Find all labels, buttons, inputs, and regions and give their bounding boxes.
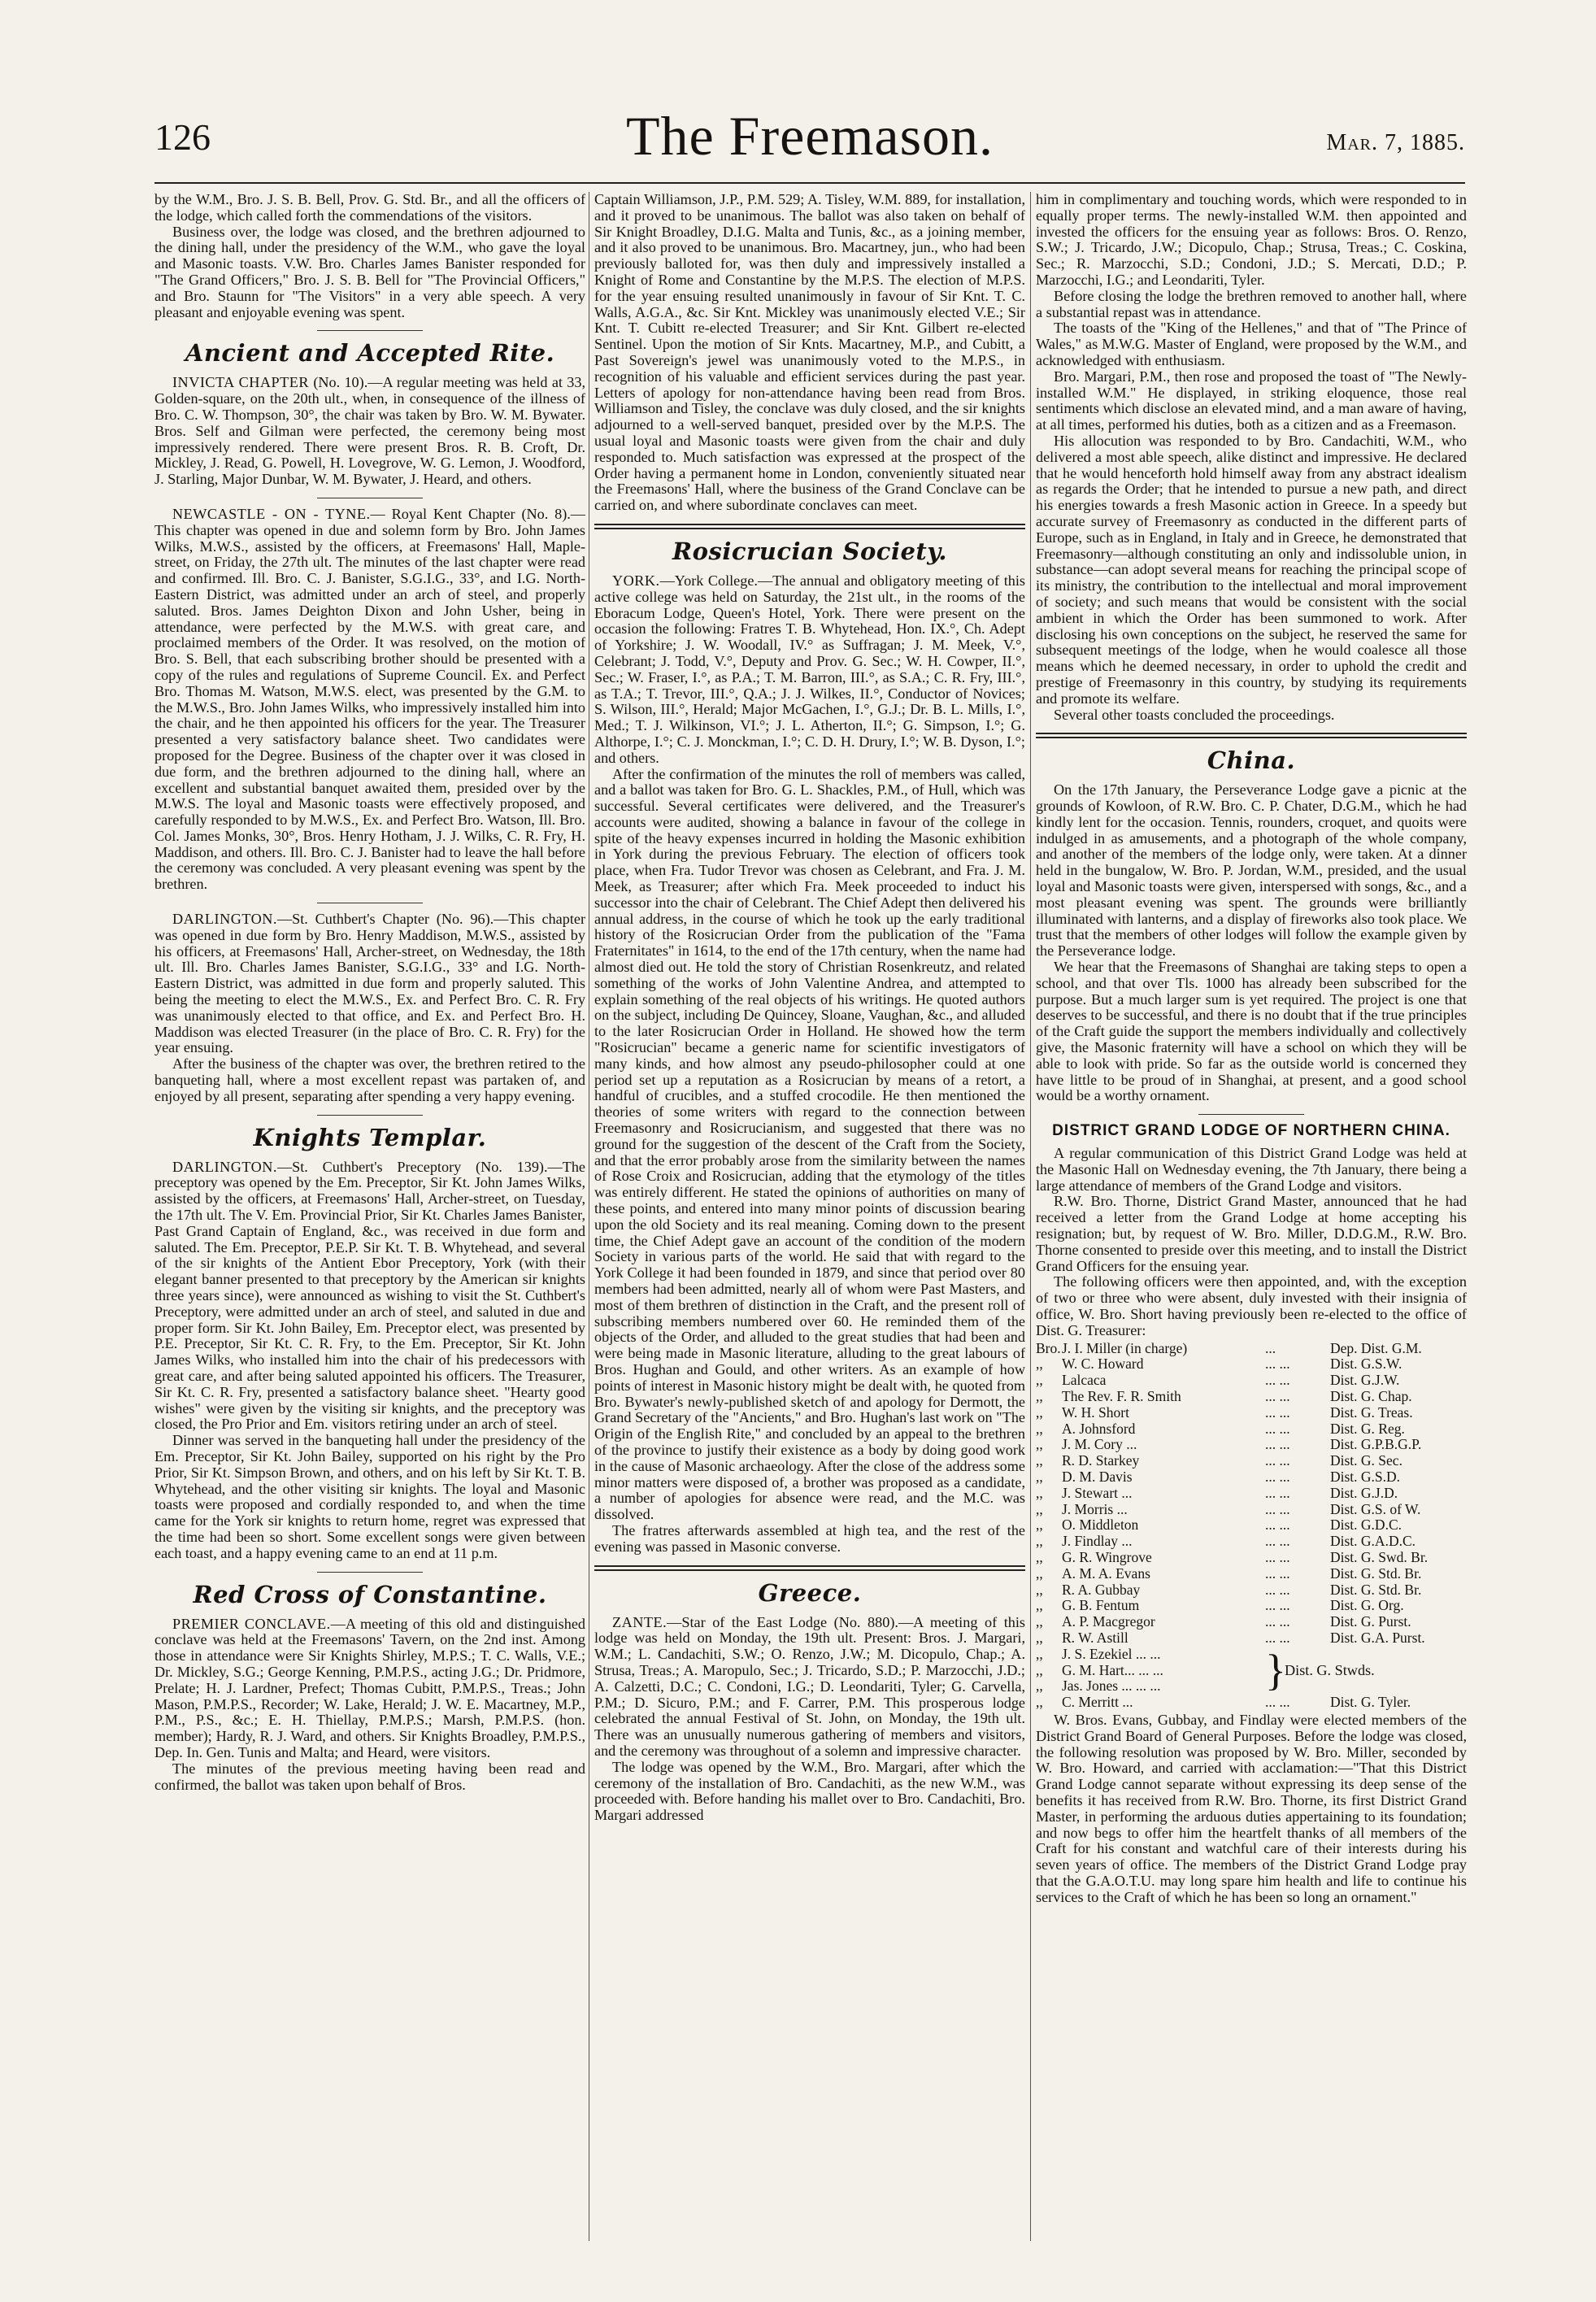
section-rule: [1198, 1114, 1304, 1115]
paragraph: The lodge was opened by the W.M., Bro. Margari, after which the ceremony of the installation of Bro. Candachiti, as the new W.M., was proceeded with. Before handing his mallet over to Bro. Candachiti, Bro. Margari addressed: [594, 1758, 1025, 1824]
dateline: PREMIER CONCLAVE.: [172, 1615, 331, 1632]
article-invicta: [154, 375, 585, 488]
section-heading-china: China.: [1207, 746, 1296, 775]
paragraph: Several other toasts concluded the proceedings.: [1054, 706, 1335, 723]
officer-name: C. Merritt ...: [1062, 1694, 1133, 1711]
section-rule: [317, 1115, 423, 1116]
dateline: NEWCASTLE - ON - TYNE.: [172, 505, 371, 522]
article-text: — Royal Kent Chapter (No. 8).—This chapter was opened in due and solemn form by Bro. John James Wilks, M.W.S., assisted by the officers, at Freemasons' Hall, Maple-street, on Friday, the 27th ult. The minutes of the last chapter were read and confirmed. Ill. Bro. C. J. Banister, S.G.I.G., 33°, and I.G. North-Eastern District, was admitted under an arch of steel, and properly saluted. Bros. James Deighton Dixon and John Usher, being in attendance, were perfected by the M.W.S. with great care, and proclaimed members of the Order. It was resolved, on the motion of Bro. S. Bell, that each subscribing brother should be presented with a copy of the rules and regulations of Supreme Council. Ex. and Perfect Bro. Thomas M. Watson, M.W.S. elect, was presented by the G.M. to the M.W.S., Bro. John James Wilks, who impressively installed him into the chair, and he then appointed his officers for the year. The Treasurer presented a very satisfactory balance sheet. Two candidates were proposed for the Degree. Business of the chapter over it was closed in due form, and the brethren adjourned to the dining hall, where an excellent and substantial banquet awaited them, presided over by the M.W.S. The loyal and Masonic toasts were effectively proposed, and carefully responded to by M.W.S., Ex. and Perfect Bro. Watson, Ill. Bro. Col. James Monks, 30°, Bros. Henry Hotham, J. J. Wilks, C. R. Fry, H. Maddison, and others. Ill. Bro. C. J. Banister had to leave the hall before the ceremony was concluded. A very pleasant evening was spent by the brethren.: [154, 505, 585, 893]
column-2: [594, 192, 1025, 2241]
paragraph: Bro. Margari, P.M., then rose and proposed the toast of "The Newly-installed W.M." He displayed, in striking eloquence, those real sentiments which disclose an elevated mind, and a man aware of having, at all times, performed his duties, both as a citizen and as a Freemason.: [1036, 368, 1467, 433]
paragraph: The fratres afterwards assembled at high tea, and the rest of the evening was passed in Masonic converse.: [594, 1521, 1025, 1555]
officer-row: [1036, 1421, 1467, 1438]
officer-leader-dots: ... ...: [1265, 1436, 1290, 1453]
officer-office: Dist. G.S. of W.: [1330, 1500, 1421, 1517]
officer-prefix: ,,: [1036, 1645, 1043, 1662]
section-rule: [317, 330, 423, 331]
officer-office: Dist. G.P.B.G.P.: [1330, 1436, 1422, 1453]
officer-leader-dots: ... ...: [1265, 1500, 1290, 1517]
officer-leader-dots: ... ...: [1265, 1452, 1290, 1469]
officer-prefix: ,,: [1036, 1420, 1043, 1437]
paragraph: A regular communication of this District Grand Lodge was held at the Masonic Hall on Wednesday evening, the 7th January, there being a large attendance of members of the Grand Lodge and visitors.: [1036, 1145, 1467, 1194]
issue-date: Mar. 7, 1885.: [1326, 130, 1465, 155]
brace-glyph: }: [1265, 1646, 1286, 1695]
paragraph: Captain Williamson, J.P., P.M. 529; A. Tisley, W.M. 889, for installation, and it proved to be unanimous. The ballot was also taken on behalf of Sir Knight Broadley, D.I.G. Malta and Tunis, &c., as a joining member, and it also proved to be unanimous. Bro. Macartney, jun., who had been previously balloted for, was then duly and impressively installed a Knight of Rome and Constantine by the M.P.S. The election of M.P.S. for the year ensuing resulted unanimously in favour of Sir Knt. T. C. Walls, A.G.A., &c. Sir Knt. Mickley was unanimously elected V.E.; Sir Knt. T. Cubitt re-elected Treasurer; and Sir Knt. Gilbert re-elected Sentinel. Upon the motion of Sir Knts. Macartney, M.P., and Cubitt, a Past Sovereign's jewel was unanimously voted to the M.P.S., in recognition of his valuable and efficient services during the past year. Letters of apology for non-attendance having been read from Bros. Williamson and Tisley, the conclave was duly closed, and the sir knights adjourned to a well-served banquet, presided over by the M.P.S. The usual loyal and Masonic toasts were given from the chair and duly responded to. Much satisfaction was expressed at the prospect of the Order having a permanent home in London, conveniently situated near the Freemasons' Hall, where the business of the Grand Conclave can be carried on, and where subordinate conclaves can meet.: [594, 192, 1025, 514]
section-heading-red-cross: Red Cross of Constantine.: [193, 1580, 547, 1608]
officer-office: Dist. G.J.W.: [1330, 1372, 1400, 1389]
officer-office: Dist. G.J.D.: [1330, 1484, 1398, 1501]
officer-row: [1036, 1373, 1467, 1389]
officer-leader-dots: ... ...: [1265, 1564, 1290, 1582]
steward-row: [1036, 1663, 1265, 1679]
officer-name: D. M. Davis: [1062, 1468, 1133, 1485]
article-zante: [594, 1615, 1025, 1760]
officer-name: A. M. A. Evans: [1062, 1564, 1150, 1582]
officer-leader-dots: ... ...: [1265, 1403, 1290, 1421]
paragraph: Dinner was served in the banqueting hall under the presidency of the Em. Preceptor, Sir Kt. John Bailey, supported on his right by the Pro Prior, Sir Kt. Simpson Brown, and others, and on his left by Sir Kt. T. B. Whytehead, and the other visiting sir knights. The loyal and Masonic toasts were proposed and cordially responded to, and when the time came for the York sir knights to return home, regret was expressed that the time had been so short. Some excellent songs were given between each toast, and a happy evening came to an end at 11 p.m.: [154, 1432, 585, 1561]
paragraph: After the business of the chapter was over, the brethren retired to the banqueting hall, where a most excellent repast was partaken of, and enjoyed by all present, separating after spending a very happy evening.: [154, 1055, 585, 1104]
officer-leader-dots: ... ...: [1265, 1629, 1290, 1646]
paragraph: him in complimentary and touching words, which were responded to in equally proper terms. The newly-installed W.M. then appointed and invested the officers for the ensuing year as follows: Bros. O. Renzo, S.W.; J. Tricardo, J.W.; Dicopulo, Chap.; Strusa, Treas.; C. Coskina, Sec.; R. Marzocchi, S.D.; Condoni, J.D.; S. Mercati, D.D.; P. Marzocchi, I.G.; and Leondariti, Tyler.: [1036, 192, 1467, 288]
officer-name: J. S. Ezekiel ... ...: [1062, 1645, 1161, 1662]
dateline: YORK.: [612, 572, 660, 589]
officer-row: [1036, 1534, 1467, 1550]
officer-row: [1036, 1486, 1467, 1502]
officer-name: J. M. Cory ...: [1062, 1436, 1137, 1453]
officer-row: [1036, 1614, 1467, 1630]
officer-prefix: ,,: [1036, 1387, 1043, 1404]
officer-prefix: ,,: [1036, 1452, 1043, 1469]
officer-leader-dots: ... ...: [1265, 1484, 1290, 1501]
officer-office: Dist. G.D.C.: [1330, 1517, 1402, 1534]
article-york: [594, 573, 1025, 767]
officer-leader-dots: ... ...: [1265, 1613, 1290, 1630]
stewards-group: [1036, 1647, 1467, 1695]
officer-office: Dist. G. Treas.: [1330, 1403, 1413, 1421]
officer-name: Jas. Jones ... ... ...: [1062, 1678, 1161, 1695]
paragraph: The minutes of the previous meeting having been read and confirmed, the ballot was taken upon behalf of Bros.: [154, 1760, 585, 1793]
dateline: DARLINGTON.: [172, 911, 277, 928]
officer-leader-dots: ... ...: [1265, 1420, 1290, 1437]
paragraph: R.W. Bro. Thorne, District Grand Master, announced that he had received a letter from the Grand Lodge at home accepting his resignation; but, by request of W. Bro. Miller, D.D.G.M., R.W. Bro. Thorne consented to preside over this meeting, and to install the District Grand Officers for the ensuing year.: [1036, 1193, 1467, 1274]
officer-office: Dep. Dist. G.M.: [1330, 1339, 1422, 1356]
officer-office: Dist. G. Org.: [1330, 1597, 1404, 1614]
officer-row: [1036, 1598, 1467, 1614]
officer-leader-dots: ... ...: [1265, 1372, 1290, 1389]
section-heading-greece: Greece.: [758, 1578, 862, 1607]
officer-name: J. I. Miller (in charge): [1062, 1339, 1188, 1356]
page-number: 126: [154, 116, 211, 158]
officer-office: Dist. G.S.D.: [1330, 1468, 1401, 1485]
officer-office: Dist. G. Reg.: [1330, 1420, 1405, 1437]
stewards-office: Dist. G. Stwds.: [1285, 1661, 1375, 1678]
article-darlington-preceptory: [154, 1160, 585, 1434]
officer-name: R. D. Starkey: [1062, 1452, 1140, 1469]
officer-prefix: ,,: [1036, 1678, 1043, 1695]
officer-office: Dist. G.A.D.C.: [1330, 1533, 1416, 1550]
officer-prefix: ,,: [1036, 1517, 1043, 1534]
officer-row: [1036, 1389, 1467, 1405]
officer-office: Dist. G. Sec.: [1330, 1452, 1402, 1469]
officer-name: W. C. Howard: [1062, 1356, 1144, 1373]
article-premier-conclave: [154, 1617, 585, 1761]
article-darlington-chapter: [154, 912, 585, 1056]
officer-name: J. Findlay ...: [1062, 1533, 1133, 1550]
masthead-title: The Freemason.: [625, 105, 994, 167]
officer-office: Dist. G.A. Purst.: [1330, 1629, 1425, 1646]
officer-prefix: ,,: [1036, 1694, 1043, 1711]
officer-prefix: Bro.: [1036, 1339, 1061, 1356]
section-rule-double: [594, 1565, 1025, 1571]
column-divider: [1030, 192, 1031, 2241]
article-text: —York College.—The annual and obligatory meeting of this active college was held on Saturday, the 21st ult., in the rooms of the Eboracum Lodge, Queen's Hotel, York. There were present on the occasion the following: Fratres T. B. Whytehead, Hon. IX.°, Ch. Adept of Yorkshire; J. W. Woodall, IV.° as Suffragan; J. M. Meek, V.°, Celebrant; J. Todd, V.°, Deputy and Prov. G. Sec.; W. H. Cowper, II.°, Sec.; W. Fraser, I.°, as P.A.; T. M. Barron, III.°, as S.A.; C. R. Fry, III.°, as T.A.; T. Trevor, III.°, Q.A.; J. J. Wilkes, II.°, Conductor of Novices; S. Wilson, III.°, Herald; Major McGachen, I.°, G.J.; Dr. B. L. Mills, I.°, Med.; T. J. Wilkinson, VI.°; J. L. Atherton, II.°; G. Simpson, I.°; G. Althorpe, I.°; C. J. Monckman, I.°; C. D. H. Drury, I.°; W. B. Dyson, I.°; and others.: [594, 572, 1025, 766]
officer-office: Dist. G.S.W.: [1330, 1356, 1402, 1373]
column-3: [1036, 192, 1467, 2241]
section-rule-double: [1036, 733, 1467, 738]
officer-row: [1036, 1341, 1467, 1357]
steward-row: [1036, 1647, 1265, 1663]
officer-row: [1036, 1630, 1467, 1647]
paragraph: His allocution was responded to by Bro. Candachiti, W.M., who delivered a most able speech, alike distinct and impressive. He declared that he would henceforth hold himself away from any abstract idealism as regards the Order; that he intended to pursue a new path, and direct his energies towards a fresh Masonic action in Greece. In a speedy but accurate survey of Freemasonry as conducted in the different parts of Europe, such as in England, in Italy and in Greece, he demonstrated that Freemasonry—although constituting an only and indissoluble union, in substance—can adopt several means for reaching the principal scope of its ministry, the contribution to the intellectual and moral improvement of society; and such means that would be consistent with the social ambient in which the Order has been summoned to work. After disclosing his own conceptions on the subject, he reserved the same for subsequent meetings of the lodge, when he would coalesce all those means which he deemed necessary, in order to uphold the credit and prestige of Freemasonry in this country, by studying its requirements and promote its welfare.: [1036, 432, 1467, 707]
officer-prefix: ,,: [1036, 1548, 1043, 1565]
officer-leader-dots: ...: [1265, 1339, 1276, 1356]
section-heading-rosicrucian: Rosicrucian Society.: [672, 537, 947, 565]
paragraph: Before closing the lodge the brethren removed to another hall, where a substantial repast was in attendance.: [1036, 287, 1467, 320]
paragraph: Business over, the lodge was closed, and the brethren adjourned to the dining hall, under the presidency of the W.M., who gave the loyal and Masonic toasts. V.W. Bro. Charles James Banister responded for "The Grand Officers," Bro. J. S. B. Bell for "The Provincial Officers," and Bro. Staunn for "The Visitors" in a very able speech. A very pleasant and enjoyable evening was spent.: [154, 223, 585, 320]
section-rule: [317, 1572, 423, 1573]
officer-name: Lalcaca: [1062, 1372, 1107, 1389]
officer-row: [1036, 1437, 1467, 1453]
officer-name: G. M. Hart... ... ...: [1062, 1661, 1163, 1678]
paragraph: We hear that the Freemasons of Shanghai are taking steps to open a school, and that over Tls. 1000 has already been subscribed for the purpose. But a much larger sum is yet required. The project is one that deserves to be successful, and there is no doubt that if the true principles of the Craft guide the support the members individually and collectively give, the Masonic fraternity will have a school on which they will be able to look with pride. So far as the outside world is concerned they have little to be proud of in Shanghai, at present, and a good school would be a worthy ornament.: [1036, 959, 1467, 1104]
officer-office: Dist. G. Swd. Br.: [1330, 1548, 1429, 1565]
article-newcastle: [154, 507, 585, 893]
officer-row: [1036, 1502, 1467, 1518]
officer-office: Dist. G. Tyler.: [1330, 1694, 1411, 1711]
officer-name: O. Middleton: [1062, 1517, 1139, 1534]
column-1: [154, 192, 585, 2241]
officer-prefix: ,,: [1036, 1468, 1043, 1485]
officer-office: Dist. G. Chap.: [1330, 1387, 1412, 1404]
officer-row: [1036, 1469, 1467, 1486]
officer-row: [1036, 1550, 1467, 1566]
officer-row: [1036, 1356, 1467, 1373]
officer-row-tyler: [1036, 1695, 1467, 1711]
officer-name: A. Johnsford: [1062, 1420, 1136, 1437]
dateline: ZANTE.: [612, 1613, 668, 1630]
officer-office: Dist. G. Std. Br.: [1330, 1564, 1422, 1582]
officer-name: A. P. Macgregor: [1062, 1613, 1155, 1630]
officer-prefix: ,,: [1036, 1500, 1043, 1517]
paragraph: W. Bros. Evans, Gubbay, and Findlay were elected members of the District Grand Board of General Purposes. Before the lodge was closed, the following resolution was proposed by W. Bro. Miller, seconded by W. Bro. Howard, and carried with acclamation:—"That this District Grand Lodge cannot separate without expressing its deep sense of the benefits it has received from R.W. Bro. Thorne, its first District Grand Master, in performing the arduous duties appertaining to its foundation; and now begs to offer him the heartfelt thanks of all members of the Craft for his constant and watchful care of their interests during his seven years of office. The members of the District Grand Lodge pray that the G.A.O.T.U. may long spare him health and life to continue his services to the Craft of which he has been so long an ornament.": [1036, 1711, 1467, 1905]
officer-office: Dist. G. Std. Br.: [1330, 1581, 1422, 1598]
officer-prefix: ,,: [1036, 1597, 1043, 1614]
paragraph: The toasts of the "King of the Hellenes," and that of "The Prince of Wales," as M.W.G. Master of England, were proposed by the W.M., and acknowledged with enthusiasm.: [1036, 320, 1467, 368]
officer-row: [1036, 1405, 1467, 1421]
officer-leader-dots: ... ...: [1265, 1597, 1290, 1614]
officer-prefix: ,,: [1036, 1613, 1043, 1630]
officer-prefix: ,,: [1036, 1629, 1043, 1646]
paragraph: After the confirmation of the minutes the roll of members was called, and a ballot was taken for Bro. G. L. Shackles, P.M., of Hull, which was successful. Several certificates were delivered, and the Treasurer's accounts were audited, showing a balance in favour of the college in spite of the heavy expenses incurred in holding the Masonic exhibition in York during the previous February. The election of officers took place, when Fra. Tudor Trevor was chosen as Celebrant, and Fra. J. M. Meek, as Treasurer; after which Fra. Meek proceeded to induct his successor into the chair of Celebrant. The Chief Adept then delivered his annual address, in the course of which he took up the early traditional history of the Rosicrucian Order from the publication of the "Fama Fraternitates" in 1614, to the end of the 17th century, when the name had almost died out. He told the story of Christian Rosenkreutz, and related something of the works of John Valentine Andrea, and attempted to explain something of the real objects of his writings. He quoted authors on the subject, including De Quincey, Sloane, Vaughan, &c., and alluded to the later Rosicrucian Order in Holland. He showed how the term "Rosicrucian" became a generic name for scientific investigators of many kinds, and how almost any pseudo-philosopher could at one period set up a reputation as a Rosicrucian by means of a retort, a handful of crucibles, and a stuffed crocodile. He then mentioned the theories of some writers with regard to the connection between Freemasonry and Rosicrucianism, and suggested that there was no ground for the suggestion of the descent of the Craft from the Society, and that the error probably arose from the similarity between the names of Rose Croix and Rosicrucian, adding that the etymology of the titles was entirely different. He stated the opinions of authorities on many of these points, and entered into many minor points of discussion bearing upon the old Society and its real meaning. Coming down to the present time, the Chief Adept gave an account of the condition of the modern Society in various parts of the world. He said that with regard to the York College it had been founded in 1879, and since that period over 80 members had been admitted, nearly all of whom were Past Masters, and most of them brethren of distinction in the Craft, and the present roll of subscribing members numbered over 60. He reminded them of the objects of the Order, and alluded to the great studies that had been and were being made in Masonic literature, alluding to the great labours of Bros. Hughan and Gould, and other writers. As an example of how points of interest in Masonic history might be dealt with, he quoted from Bro. Bywater's newly-published sketch of and apology for Dermott, the Grand Secretary of the "Ancients," and Bro. Hughan's last work on "The Origin of the English Rite," and concluded by an appeal to the brethren of the province to justify their existence as a body by doing good work in the cause of Masonic archaeology. After the close of the address some minor matters were disposed of, a brother was proposed as a candidate, a number of apologies for absence were read, and the M.C. was dissolved.: [594, 765, 1025, 1523]
section-heading-knights-templar: Knights Templar.: [253, 1123, 487, 1151]
article-text: —St. Cuthbert's Preceptory (No. 139).—The preceptory was opened by the Em. Preceptor, Sir Kt. John James Wilks, assisted by the officers, at Freemasons' Hall, Archer-street, on Tuesday, the 17th ult. The V. Em. Provincial Prior, Sir Kt. Charles James Banister, Past Grand Captain of England, &c., was received in due form and saluted. The Em. Preceptor, P.E.P. Sir Kt. T. B. Whytehead, and several of the sir knights of the Antient Ebor Preceptory, York (with their elegant banner presented to that preceptory by the American sir knights three years since), were announced as wishing to visit the St. Cuthbert's Preceptory, were admitted under an arch of steel, and saluted in due and proper form. Sir Kt. John Bailey, Em. Preceptor elect, was presented by P.E. Preceptor, Sir Kt. C. R. Fry, to the Em. Preceptor, Sir Kt. John James Wilks, who installed him into the chair of his predecessors with great care, and after being saluted appointed his officers. The Treasurer, Sir Kt. C. R. Fry, presented a satisfactory balance sheet. "Hearty good wishes" were given by the visiting sir knights, and the preceptory was closed, the Pro Prior and Em. visitors retiring under an arch of steel.: [154, 1158, 585, 1433]
page-header: [154, 104, 1465, 185]
officer-prefix: ,,: [1036, 1356, 1043, 1373]
officer-prefix: ,,: [1036, 1403, 1043, 1421]
officer-name: R. W. Astill: [1062, 1629, 1129, 1646]
dateline: INVICTA CHAPTER: [172, 374, 309, 391]
officer-office: Dist. G. Purst.: [1330, 1613, 1411, 1630]
subheading-district-grand-lodge: DISTRICT GRAND LODGE OF NORTHERN CHINA.: [1052, 1122, 1450, 1140]
officer-row: [1036, 1453, 1467, 1469]
officer-name: R. A. Gubbay: [1062, 1581, 1141, 1598]
officer-leader-dots: ... ...: [1265, 1548, 1290, 1565]
officer-prefix: ,,: [1036, 1661, 1043, 1678]
section-rule-double: [594, 524, 1025, 529]
officer-leader-dots: ... ...: [1265, 1517, 1290, 1534]
officer-leader-dots: ... ...: [1265, 1533, 1290, 1550]
header-rule: [154, 182, 1465, 184]
officer-leader-dots: ... ...: [1265, 1387, 1290, 1404]
officer-row: [1036, 1566, 1467, 1582]
dateline: DARLINGTON.: [172, 1158, 277, 1175]
officer-prefix: ,,: [1036, 1436, 1043, 1453]
officer-prefix: ,,: [1036, 1533, 1043, 1550]
article-text: —A meeting of this old and distinguished conclave was held at the Freemasons' Tavern, on the 2nd inst. Among those in attendance were Sir Knights Shirley, M.P.S.; T. C. Walls, V.E.; Dr. Mickley, S.G.; George Kenning, P.M.P.S., acting J.G.; Dr. Pridmore, Prelate; H. J. Lardner, Prefect; Thomas Cubitt, P.M.P.S., Treas.; John Mason, P.M.P.S., Recorder; W. Lake, Herald; J. W. E. Macartney, M.P., P.M., P.S., &c.; E. H. Thiellay, P.M.P.S.; Marsh, P.M.P.S. (hon. member); Hardy, R. J. Ward, and others. Sir Knights Broadley, P.M.P.S., Dep. In. Gen. Tunis and Malta; and Heard, were visitors.: [154, 1615, 585, 1760]
paragraph: On the 17th January, the Perseverance Lodge gave a picnic at the grounds of Kowloon, of R.W. Bro. C. P. Chater, D.G.M., which he had kindly lent for the occasion. Tennis, rounders, croquet, and quoits were indulged in as amusements, and a photograph of the whole company, and another of the members of the lodge only, were taken. At a dinner held in the bungalow, W. Bro. P. Jordan, W.M., presided, and the usual loyal and Masonic toasts were given, interspersed with songs, &c., and a most pleasant evening was spent. The grounds were brilliantly illuminated with lanterns, and a display of fireworks also took place. We trust that the members of other lodges will follow the example given by the Perseverance lodge.: [1036, 781, 1467, 960]
officer-name: The Rev. F. R. Smith: [1062, 1387, 1181, 1404]
steward-row: [1036, 1678, 1265, 1695]
officer-name: J. Morris ...: [1062, 1500, 1128, 1517]
officer-name: J. Stewart ...: [1062, 1484, 1133, 1501]
officer-name: W. H. Short: [1062, 1403, 1129, 1421]
officer-leader-dots: ... ...: [1265, 1356, 1290, 1373]
section-heading-ancient-rite: Ancient and Accepted Rite.: [185, 339, 555, 368]
officer-leader-dots: ... ...: [1265, 1694, 1290, 1711]
officer-name: G. R. Wingrove: [1062, 1548, 1152, 1565]
officer-leader-dots: ... ...: [1265, 1581, 1290, 1598]
officer-row: [1036, 1517, 1467, 1534]
officer-row: [1036, 1582, 1467, 1599]
paragraph: The following officers were then appointed, and, with the exception of two or three who were absent, duly invested with their insignia of office, W. Bro. Short having previously been re-elected to the office of Dist. G. Treasurer:: [1036, 1273, 1467, 1338]
officer-prefix: ,,: [1036, 1581, 1043, 1598]
officer-prefix: ,,: [1036, 1564, 1043, 1582]
paragraph: by the W.M., Bro. J. S. B. Bell, Prov. G. Std. Br., and all the officers of the lodge, which called forth the commendations of the visitors.: [154, 192, 585, 224]
article-text: (No. 10).—A regular meeting was held at 33, Golden-square, on the 20th ult., when, in consequence of the illness of Bro. C. W. Thompson, 30°, the chair was taken by Bro. W. M. Bywater. Bros. Self and Gilman were perfected, the ceremony being most impressively rendered. There were present Bros. R. B. Croft, Dr. Mickley, J. Read, G. Powell, H. Lovegrove, W. G. Lemon, J. Woodford, J. Starling, Major Dunbar, W. M. Bywater, J. Heard, and others.: [154, 374, 585, 488]
officer-list: [1036, 1341, 1467, 1711]
officer-prefix: ,,: [1036, 1484, 1043, 1501]
officer-name: G. B. Fentum: [1062, 1597, 1140, 1614]
officer-leader-dots: ... ...: [1265, 1468, 1290, 1485]
article-text: —St. Cuthbert's Chapter (No. 96).—This chapter was opened in due form by Bro. Henry Maddison, M.W.S., assisted by his officers, at Freemasons' Hall, Archer-street, on Wednesday, the 18th ult. Ill. Bro. Charles James Banister, S.G.I.G., 33° and I.G. North-Eastern District, was admitted in due form and properly saluted. This being the meeting to elect the M.W.S., Ex. and Perfect Bro. C. R. Fry was unanimously elected to that office, and Ex. and Perfect Bro. H. Maddison was elected Treasurer (in the place of Bro. C. R. Fry) for the year ensuing.: [154, 911, 585, 1056]
officer-prefix: ,,: [1036, 1372, 1043, 1389]
article-text: —Star of the East Lodge (No. 880).—A meeting of this lodge was held on Monday, the 19th ult. Present: Bros. J. Margari, W.M.; L. Candachiti, S.W.; O. Renzo, J.W.; M. Dicopulo, Chap.; A. Strusa, Treas.; A. Maropulo, Sec.; J. Tricardo, S.D.; P. Marzocchi, J.D.; A. Calzetti, D.C.; C. Condoni, I.G.; D. Leondariti, Tyler; G. Carvella, P.M.; D. Sicuro, P.M.; and F. Carrer, P.M. This prosperous lodge celebrated the annual Festival of St. John, on Monday, the 19th ult. There was an unusually numerous gathering of members and visitors, and the ceremony was throughout of a solemn and impressive character.: [594, 1613, 1025, 1759]
